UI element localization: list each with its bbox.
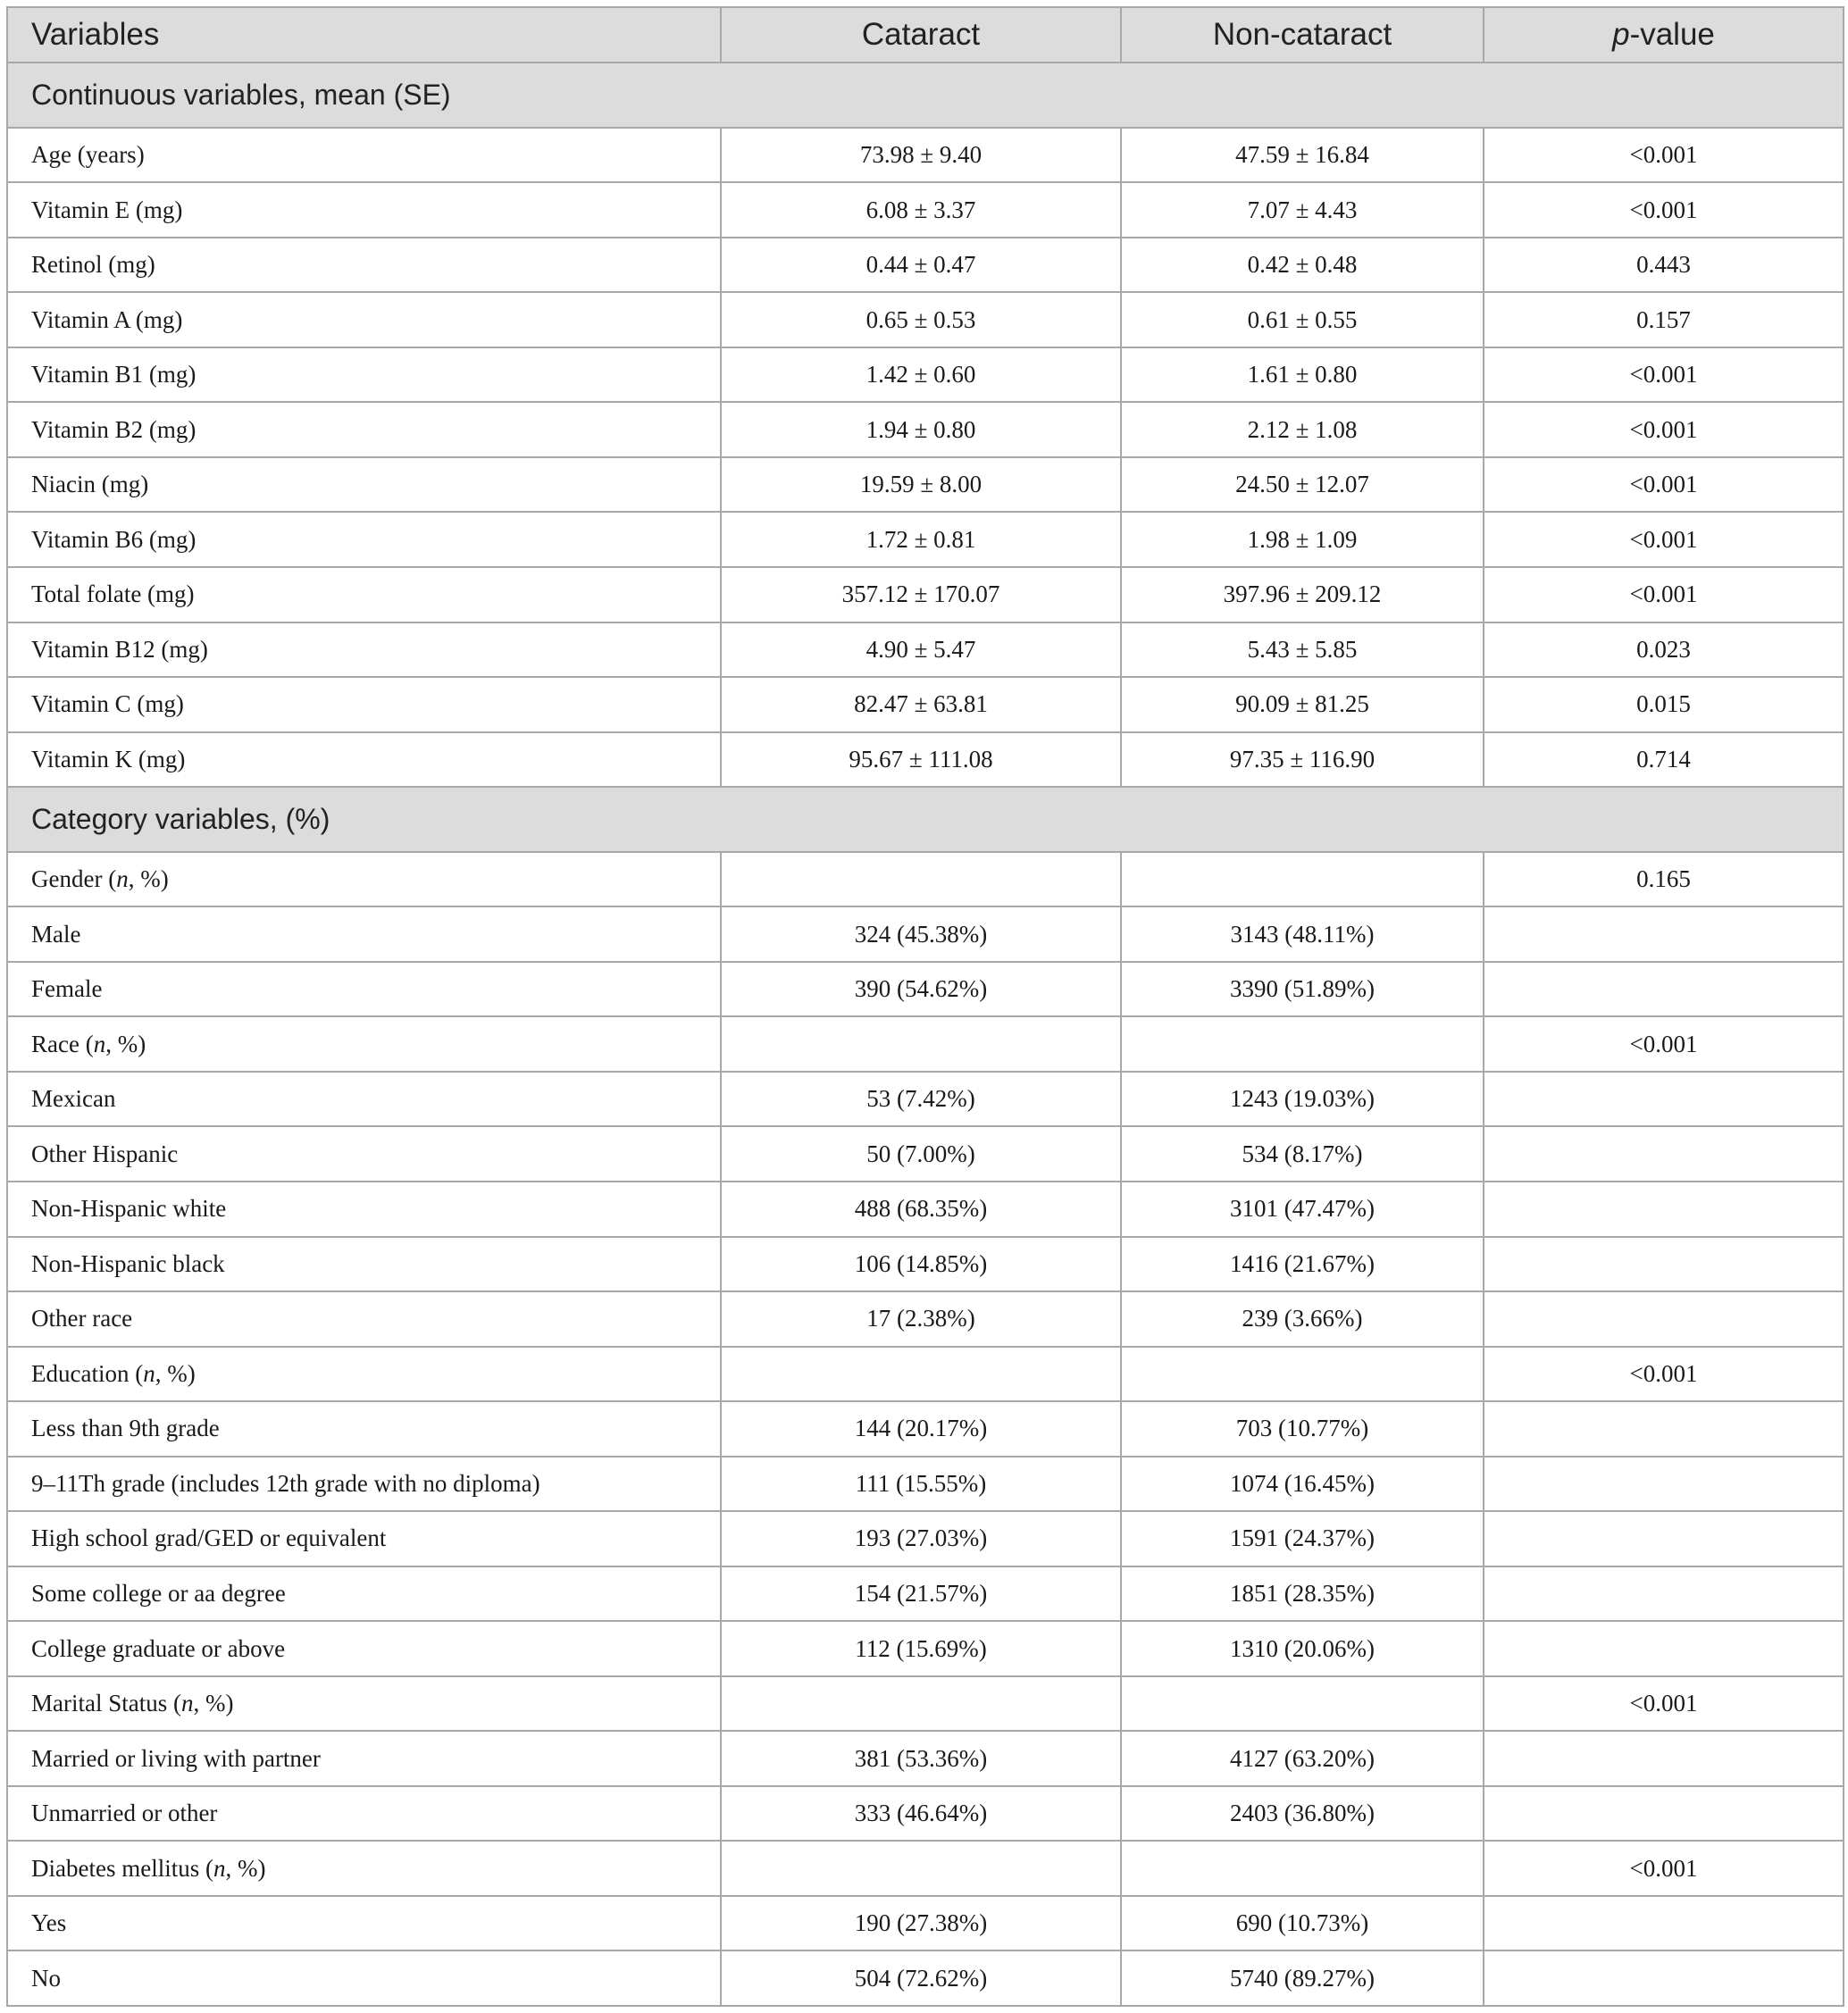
row-label-text: Vitamin E (mg) [31,196,183,223]
cell-p-value: <0.001 [1484,402,1844,457]
row-label-text: Other Hispanic [31,1140,179,1167]
cell-non-cataract [1121,1676,1484,1732]
cell-p-value: 0.443 [1484,238,1844,293]
table-row [7,402,1844,457]
row-label-text: Marital Status ( [31,1690,181,1717]
section-row-continuous [7,63,1844,128]
cell-cataract: 19.59 ± 8.00 [721,457,1121,513]
table-row [7,1347,1844,1402]
table-row [7,182,1844,238]
table-row [7,1401,1844,1457]
row-label-text: Vitamin B12 (mg) [31,635,208,663]
row-label-suffix: , %) [155,1359,196,1387]
data-table [6,6,1844,2007]
cell-non-cataract: 1310 (20.06%) [1121,1621,1484,1676]
cell-non-cataract [1121,852,1484,907]
row-label-n: n [143,1359,155,1387]
cell-p-value: 0.165 [1484,852,1844,907]
header-p-value [1484,7,1844,63]
row-label-text: 9–11Th grade (includes 12th grade with no diploma) [31,1469,540,1497]
cell-p-value [1484,1566,1844,1622]
cell-non-cataract: 1.98 ± 1.09 [1121,512,1484,567]
cell-cataract: 504 (72.62%) [721,1950,1121,2006]
cell-non-cataract: 1243 (19.03%) [1121,1072,1484,1127]
row-label [7,1016,721,1072]
row-label-text: Mexican [31,1085,116,1113]
row-label-n: n [116,865,129,893]
cell-non-cataract: 4127 (63.20%) [1121,1731,1484,1786]
row-label-text: Race ( [31,1030,94,1057]
row-label-suffix: , %) [193,1690,234,1717]
cell-non-cataract: 3390 (51.89%) [1121,962,1484,1017]
cell-non-cataract: 3143 (48.11%) [1121,906,1484,962]
row-label [7,1291,721,1347]
section-row-category [7,787,1844,852]
cell-cataract: 112 (15.69%) [721,1621,1121,1676]
table-row [7,1950,1844,2006]
cell-cataract: 82.47 ± 63.81 [721,677,1121,732]
table-row [7,1676,1844,1732]
row-label-text: Non-Hispanic white [31,1195,227,1223]
row-label-text: Vitamin B2 (mg) [31,415,197,443]
section-label: Category variables, (%) [7,787,1844,852]
cell-cataract: 333 (46.64%) [721,1786,1121,1842]
cell-cataract: 1.72 ± 0.81 [721,512,1121,567]
table-row [7,457,1844,513]
table-row [7,1566,1844,1622]
row-label-text: Yes [31,1909,67,1937]
table-row [7,292,1844,347]
cell-p-value [1484,1731,1844,1786]
row-label [7,1566,721,1622]
cell-p-value [1484,1401,1844,1457]
row-label-text: Education ( [31,1359,144,1387]
cell-p-value: <0.001 [1484,1676,1844,1732]
row-label-text: Other race [31,1305,133,1332]
table-row [7,1126,1844,1182]
row-label [7,852,721,907]
table-row [7,962,1844,1017]
row-label-text: High school grad/GED or equivalent [31,1524,387,1552]
cell-cataract: 0.44 ± 0.47 [721,238,1121,293]
cell-p-value: <0.001 [1484,457,1844,513]
cell-cataract: 193 (27.03%) [721,1511,1121,1566]
cell-p-value: <0.001 [1484,567,1844,622]
row-label-text: Female [31,975,103,1003]
cell-p-value [1484,962,1844,1017]
cell-non-cataract: 1591 (24.37%) [1121,1511,1484,1566]
cell-cataract: 6.08 ± 3.37 [721,182,1121,238]
cell-cataract: 1.94 ± 0.80 [721,402,1121,457]
cell-non-cataract: 534 (8.17%) [1121,1126,1484,1182]
row-label-text: Vitamin B1 (mg) [31,361,197,388]
cell-non-cataract: 5740 (89.27%) [1121,1950,1484,2006]
row-label [7,1786,721,1842]
row-label [7,238,721,293]
row-label-text: Vitamin K (mg) [31,745,186,773]
cell-cataract: 1.42 ± 0.60 [721,347,1121,403]
cell-non-cataract: 0.42 ± 0.48 [1121,238,1484,293]
row-label [7,1731,721,1786]
table-row [7,622,1844,678]
row-label-text: No [31,1964,61,1992]
header-p-italic: p [1612,17,1630,52]
cell-cataract: 0.65 ± 0.53 [721,292,1121,347]
row-label [7,1126,721,1182]
row-label [7,1950,721,2006]
row-label [7,128,721,183]
row-label-text: Less than 9th grade [31,1415,220,1442]
cell-cataract: 488 (68.35%) [721,1182,1121,1237]
cell-p-value [1484,1237,1844,1292]
cell-p-value: <0.001 [1484,1347,1844,1402]
table-row [7,128,1844,183]
table-row [7,1016,1844,1072]
row-label-text: Unmarried or other [31,1800,218,1827]
cell-p-value: <0.001 [1484,1016,1844,1072]
row-label-suffix: , %) [128,865,169,893]
cell-p-value [1484,906,1844,962]
row-label [7,1457,721,1512]
cell-non-cataract [1121,1016,1484,1072]
row-label [7,1237,721,1292]
row-label [7,457,721,513]
header-non-cataract: Non-cataract [1121,7,1484,63]
cell-cataract: 190 (27.38%) [721,1896,1121,1951]
cell-p-value [1484,1511,1844,1566]
table-row [7,1291,1844,1347]
table-row [7,347,1844,403]
cell-non-cataract: 97.35 ± 116.90 [1121,732,1484,788]
row-label-text: Non-Hispanic black [31,1249,225,1277]
cell-p-value [1484,1950,1844,2006]
table-row [7,1237,1844,1292]
cell-p-value [1484,1291,1844,1347]
row-label-text: Married or living with partner [31,1744,321,1772]
row-label [7,512,721,567]
cell-cataract [721,1841,1121,1896]
row-label [7,1676,721,1732]
table-row [7,567,1844,622]
row-label [7,1511,721,1566]
row-label-text: Vitamin C (mg) [31,690,184,718]
row-label-text: Retinol (mg) [31,251,155,279]
cell-cataract [721,1676,1121,1732]
row-label [7,1621,721,1676]
cell-cataract: 144 (20.17%) [721,1401,1121,1457]
cell-p-value: <0.001 [1484,512,1844,567]
cell-cataract: 381 (53.36%) [721,1731,1121,1786]
row-label-text: Male [31,920,81,948]
cell-cataract: 154 (21.57%) [721,1566,1121,1622]
row-label-text: Niacin (mg) [31,471,149,498]
row-label-text: Total folate (mg) [31,581,195,608]
cell-non-cataract: 239 (3.66%) [1121,1291,1484,1347]
cell-cataract: 111 (15.55%) [721,1457,1121,1512]
row-label [7,622,721,678]
cell-non-cataract: 1.61 ± 0.80 [1121,347,1484,403]
cell-non-cataract: 690 (10.73%) [1121,1896,1484,1951]
row-label-text: Vitamin B6 (mg) [31,525,197,553]
cell-non-cataract: 1074 (16.45%) [1121,1457,1484,1512]
cell-p-value: <0.001 [1484,347,1844,403]
table-row [7,732,1844,788]
row-label-suffix: , %) [225,1854,266,1882]
row-label [7,402,721,457]
cell-non-cataract: 2403 (36.80%) [1121,1786,1484,1842]
cell-non-cataract: 2.12 ± 1.08 [1121,402,1484,457]
section-label: Continuous variables, mean (SE) [7,63,1844,128]
table-row [7,512,1844,567]
cell-cataract: 53 (7.42%) [721,1072,1121,1127]
cell-p-value [1484,1786,1844,1842]
cell-cataract: 324 (45.38%) [721,906,1121,962]
row-label [7,182,721,238]
row-label-n: n [180,1690,194,1717]
header-variables: Variables [7,7,721,63]
cell-non-cataract: 3101 (47.47%) [1121,1182,1484,1237]
table-row [7,1511,1844,1566]
cell-non-cataract: 1416 (21.67%) [1121,1237,1484,1292]
cell-p-value: <0.001 [1484,182,1844,238]
row-label [7,1896,721,1951]
cell-non-cataract: 397.96 ± 209.12 [1121,567,1484,622]
cell-non-cataract: 703 (10.77%) [1121,1401,1484,1457]
row-label-text: Diabetes mellitus ( [31,1854,213,1882]
row-label-text: Vitamin A (mg) [31,305,183,333]
cell-cataract: 50 (7.00%) [721,1126,1121,1182]
cell-non-cataract: 24.50 ± 12.07 [1121,457,1484,513]
table-row [7,1731,1844,1786]
cell-p-value: 0.015 [1484,677,1844,732]
cell-cataract: 73.98 ± 9.40 [721,128,1121,183]
table-row [7,1072,1844,1127]
row-label [7,1401,721,1457]
cell-p-value [1484,1621,1844,1676]
header-p-rest: -value [1629,17,1715,52]
table-row [7,238,1844,293]
row-label-text: Some college or aa degree [31,1579,286,1607]
row-label [7,1072,721,1127]
cell-non-cataract [1121,1347,1484,1402]
table-row [7,1182,1844,1237]
cell-non-cataract: 7.07 ± 4.43 [1121,182,1484,238]
cell-non-cataract: 0.61 ± 0.55 [1121,292,1484,347]
cell-cataract: 95.67 ± 111.08 [721,732,1121,788]
row-label [7,347,721,403]
cell-cataract: 4.90 ± 5.47 [721,622,1121,678]
row-label [7,1347,721,1402]
cell-cataract: 390 (54.62%) [721,962,1121,1017]
cell-cataract [721,852,1121,907]
row-label-text: Gender ( [31,865,117,893]
cell-p-value [1484,1182,1844,1237]
header-row [7,7,1844,63]
cell-p-value [1484,1072,1844,1127]
cell-p-value [1484,1457,1844,1512]
cell-non-cataract: 90.09 ± 81.25 [1121,677,1484,732]
table-row [7,906,1844,962]
cell-p-value: 0.714 [1484,732,1844,788]
table-row [7,1786,1844,1842]
cell-non-cataract: 5.43 ± 5.85 [1121,622,1484,678]
cell-cataract: 357.12 ± 170.07 [721,567,1121,622]
table-row [7,1841,1844,1896]
table-row [7,852,1844,907]
row-label [7,906,721,962]
row-label [7,567,721,622]
cell-non-cataract [1121,1841,1484,1896]
row-label-n: n [93,1030,106,1057]
table-row [7,1896,1844,1951]
row-label [7,962,721,1017]
row-label [7,1841,721,1896]
cell-cataract [721,1347,1121,1402]
row-label-text: College graduate or above [31,1634,286,1662]
cell-p-value [1484,1896,1844,1951]
cell-p-value: 0.023 [1484,622,1844,678]
cell-non-cataract: 47.59 ± 16.84 [1121,128,1484,183]
cell-p-value: 0.157 [1484,292,1844,347]
row-label-text: Age (years) [31,140,145,168]
table-row [7,677,1844,732]
cell-p-value: <0.001 [1484,1841,1844,1896]
cell-cataract [721,1016,1121,1072]
row-label [7,292,721,347]
cell-p-value [1484,1126,1844,1182]
row-label [7,732,721,788]
table-row [7,1457,1844,1512]
row-label [7,677,721,732]
cell-cataract: 106 (14.85%) [721,1237,1121,1292]
row-label-suffix: , %) [105,1030,146,1057]
header-cataract: Cataract [721,7,1121,63]
cell-cataract: 17 (2.38%) [721,1291,1121,1347]
cell-p-value: <0.001 [1484,128,1844,183]
cell-non-cataract: 1851 (28.35%) [1121,1566,1484,1622]
table-body [7,63,1844,2006]
table-row [7,1621,1844,1676]
row-label [7,1182,721,1237]
row-label-n: n [213,1854,226,1882]
